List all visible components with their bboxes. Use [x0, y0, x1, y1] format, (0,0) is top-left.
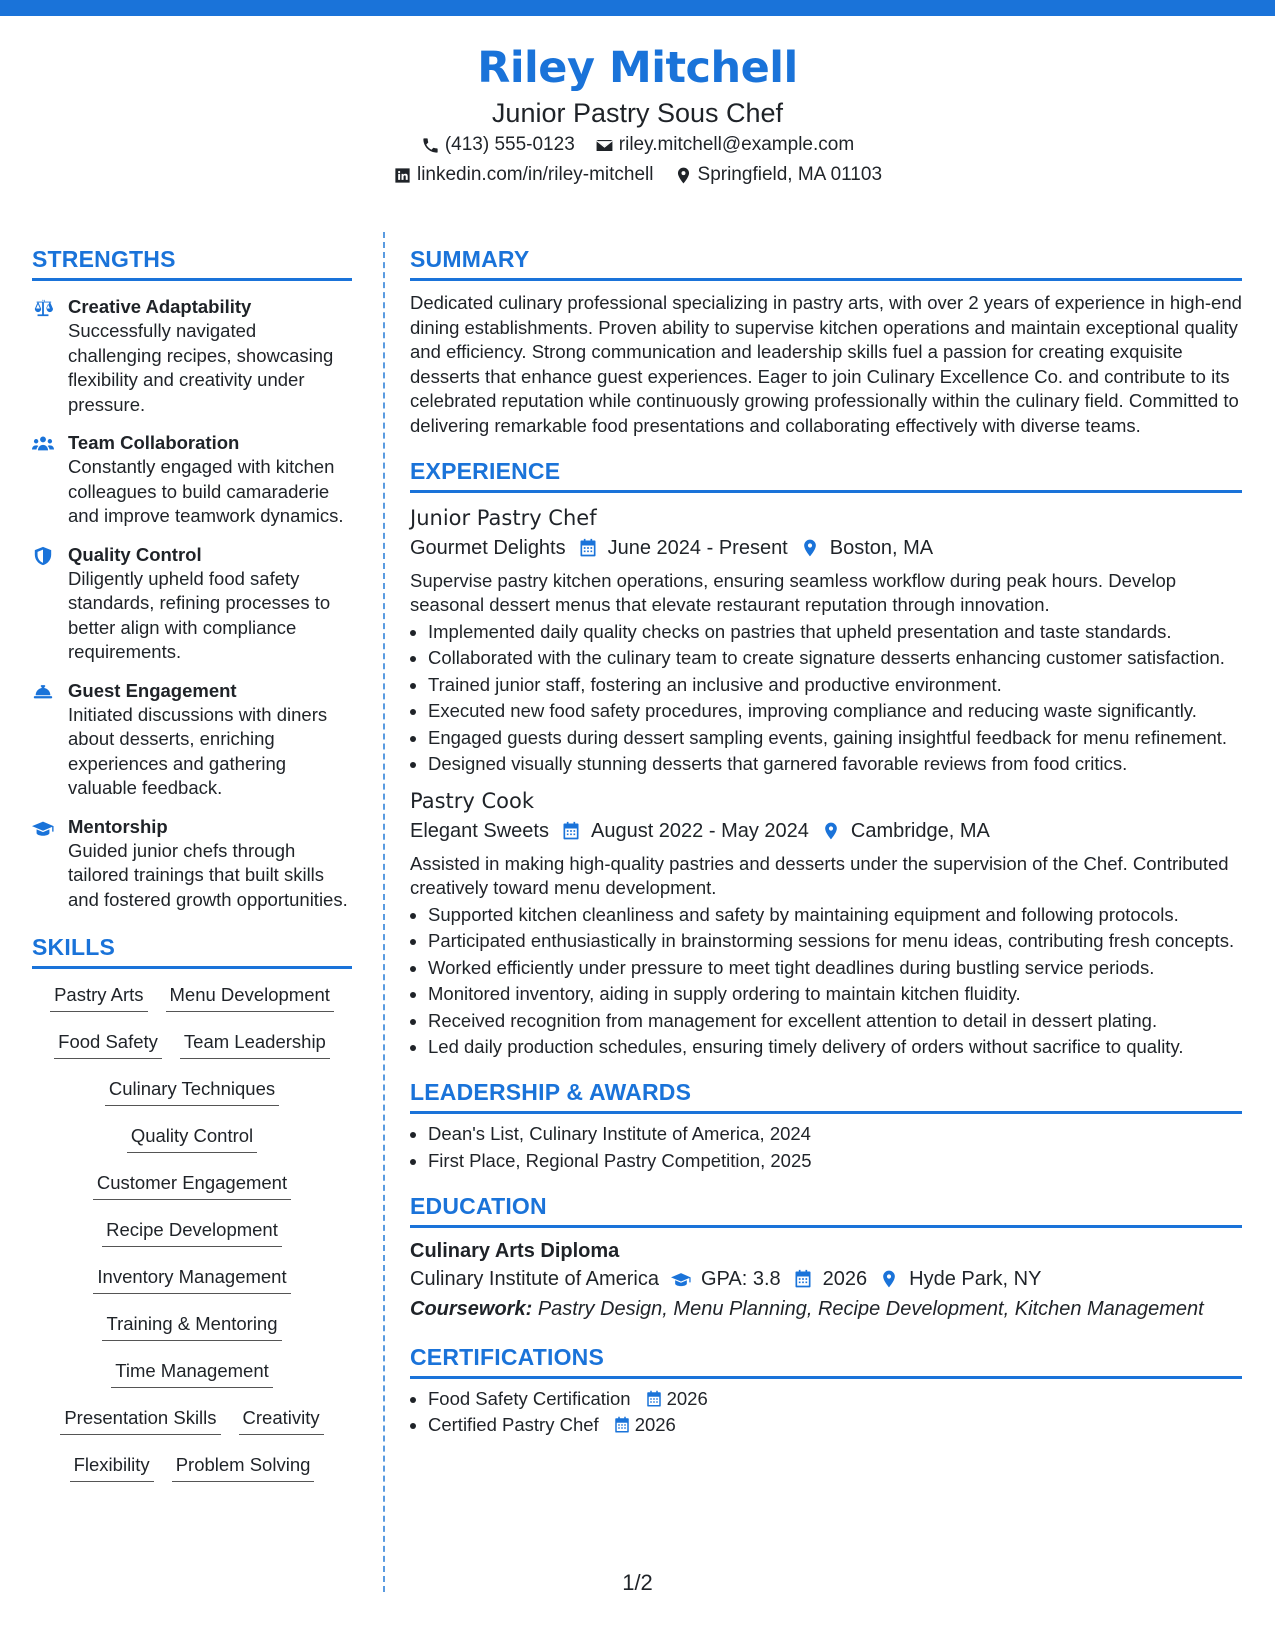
job-bullets: [410, 620, 1242, 777]
skill-tag: Culinary Techniques: [105, 1075, 279, 1106]
skill-tag: Flexibility: [70, 1451, 154, 1482]
calendar-icon: [793, 1269, 813, 1289]
certifications-list: [410, 1387, 1242, 1438]
job-location: [800, 533, 933, 563]
strength-item: [32, 431, 352, 529]
location-text: Hyde Park, NY: [909, 1267, 1042, 1290]
envelope-icon: [595, 136, 614, 155]
phone-icon: [421, 136, 440, 155]
skill-tag: Creativity: [239, 1404, 324, 1435]
certifications-heading: CERTIFICATIONS: [410, 1342, 1242, 1379]
certification-name: • Food Safety Certification: [428, 1387, 631, 1409]
year-text: 2026: [822, 1267, 868, 1290]
job-dates: [561, 816, 809, 846]
skill-tag: Inventory Management: [93, 1263, 290, 1294]
contact-row-2: [0, 160, 1275, 190]
coursework-text: Pastry Design, Menu Planning, Recipe Development, Kitchen Management: [537, 1297, 1204, 1320]
education-location: [879, 1264, 1041, 1294]
column-divider: [383, 232, 385, 1592]
email-text: riley.mitchell@example.com: [618, 134, 855, 155]
coursework: [410, 1294, 1242, 1324]
strength-description: Diligently upheld food safety standards, refining processes to better align with compliance requirements.: [68, 567, 331, 662]
strength-item: [32, 295, 352, 417]
school-name: Culinary Institute of America: [410, 1267, 659, 1290]
skill-tag: Problem Solving: [172, 1451, 315, 1482]
skill-tag: Presentation Skills: [60, 1404, 220, 1435]
job-summary: Supervise pastry kitchen operations, ensuring seamless workflow during peak hours. Develop seasonal dessert menus that elevate restaurant reputation through innovation.: [410, 570, 1177, 615]
award-item: • First Place, Regional Pastry Competition, 2025: [428, 1149, 1242, 1173]
skill-tag: Food Safety: [54, 1028, 162, 1059]
certification-item: [428, 1413, 1242, 1437]
email-contact[interactable]: [595, 130, 854, 160]
certification-year: 2026: [634, 1414, 676, 1435]
job-entry: [410, 786, 1242, 1059]
service-bell-icon: [32, 682, 54, 702]
strength-description: Initiated discussions with diners about desserts, enriching experiences and gathering valuable feedback.: [68, 703, 328, 798]
certification-name: • Certified Pastry Chef: [428, 1414, 599, 1435]
skill-tag: Menu Development: [166, 981, 334, 1012]
job-dates: [578, 533, 788, 563]
leadership-heading: LEADERSHIP & AWARDS: [410, 1077, 1242, 1114]
bullet-item: • Monitored inventory, aiding in supply ordering to maintain kitchen fluidity.: [428, 982, 1242, 1006]
shield-icon: [32, 546, 54, 566]
strength-title: Quality Control: [68, 543, 202, 565]
calendar-icon: [561, 821, 581, 841]
users-icon: [32, 434, 54, 454]
skill-tag: Training & Mentoring: [102, 1310, 281, 1341]
certification-date: [613, 1413, 676, 1437]
certification-date: [645, 1387, 708, 1411]
bullet-item: • Led daily production schedules, ensuring timely delivery of orders without sacrifice to quality.: [428, 1035, 1242, 1059]
contact-row-1: [0, 130, 1275, 160]
bullet-item: • Engaged guests during dessert sampling events, gaining insightful feedback for menu refinement.: [428, 726, 1242, 750]
right-column: [410, 244, 1242, 1437]
job-location: [821, 816, 990, 846]
resume-header: [0, 40, 1275, 190]
candidate-title: Junior Pastry Sous Chef: [491, 98, 784, 128]
bullet-item: • Received recognition from management for excellent attention to detail in dessert plating.: [428, 1009, 1242, 1033]
graduation-cap-icon: [671, 1269, 691, 1289]
strengths-heading: STRENGTHS: [32, 244, 352, 281]
job-bullets: [410, 903, 1242, 1060]
job-title: Pastry Cook: [410, 789, 535, 813]
skill-tag: Recipe Development: [102, 1216, 282, 1247]
certification-year: 2026: [666, 1387, 708, 1409]
strength-item: [32, 815, 352, 913]
education-year: [793, 1264, 868, 1294]
job-summary: Assisted in making high-quality pastries and desserts under the supervision of the Chef. Contributed creatively toward menu development.: [410, 853, 1229, 898]
job-title: Junior Pastry Chef: [410, 506, 597, 530]
location-text: Springfield, MA 01103: [697, 164, 883, 185]
strength-title: Team Collaboration: [68, 432, 240, 453]
phone-contact[interactable]: [421, 130, 575, 160]
bullet-item: • Collaborated with the culinary team to create signature desserts enhancing customer satisfaction.: [428, 646, 1242, 670]
experience-heading: EXPERIENCE: [410, 456, 1242, 493]
coursework-label: Coursework:: [410, 1297, 533, 1320]
linkedin-text: linkedin.com/in/riley-mitchell: [416, 164, 654, 185]
job-meta: [410, 533, 1242, 563]
education-heading: EDUCATION: [410, 1191, 1242, 1228]
location-text: Boston, MA: [829, 537, 934, 559]
strength-title: Guest Engagement: [68, 679, 237, 701]
job-entry: [410, 503, 1242, 776]
leadership-list: [410, 1122, 1242, 1173]
linkedin-contact[interactable]: [393, 160, 654, 190]
linkedin-icon: [393, 166, 412, 185]
calendar-icon: [578, 538, 598, 558]
strength-description: Constantly engaged with kitchen colleagues to build camaraderie and improve teamwork dynamics.: [68, 456, 344, 526]
map-pin-icon: [800, 538, 820, 558]
education-meta: [410, 1264, 1242, 1294]
calendar-icon: [645, 1390, 663, 1408]
location-contact: [674, 160, 883, 190]
strength-item: [32, 679, 352, 801]
map-pin-icon: [674, 166, 693, 185]
skill-tag: Customer Engagement: [93, 1169, 291, 1200]
skill-tag: Quality Control: [127, 1122, 257, 1153]
gpa-text: GPA: 3.8: [701, 1267, 781, 1290]
bullet-item: • Supported kitchen cleanliness and safety by maintaining equipment and following protocols.: [428, 903, 1242, 927]
skills-list: [32, 981, 352, 1498]
company-name: Gourmet Delights: [410, 537, 566, 559]
map-pin-icon: [821, 821, 841, 841]
balance-scale-icon: [32, 298, 54, 318]
job-meta: [410, 816, 1242, 846]
top-accent-bar: [0, 0, 1275, 16]
summary-heading: SUMMARY: [410, 244, 1242, 281]
location-text: Cambridge, MA: [850, 820, 990, 842]
bullet-item: • Worked efficiently under pressure to meet tight deadlines during bustling service periods.: [428, 956, 1242, 980]
bullet-item: • Designed visually stunning desserts that garnered favorable reviews from food critics.: [428, 752, 1242, 776]
strength-item: [32, 543, 352, 665]
gpa: [671, 1264, 781, 1294]
summary-text: Dedicated culinary professional specializing in pastry arts, with over 2 years of experience in high-end dining establishments. Proven ability to supervise kitchen operations and maintain exceptional quality and efficiency. Strong communication and leadership skills fuel a passion for creating exquisite desserts that enhance guest experiences. Eager to join Culinary Excellence Co. and contribute to its celebrated reputation while continuously growing professionally within the culinary field. Committed to delivering remarkable food presentations and collaborating effectively with diverse teams.: [410, 292, 1242, 436]
strength-description: Successfully navigated challenging recipes, showcasing flexibility and creativity under pressure.: [68, 320, 334, 415]
map-pin-icon: [879, 1269, 899, 1289]
strength-title: Mentorship: [68, 815, 168, 837]
award-item: • Dean's List, Culinary Institute of America, 2024: [428, 1122, 1242, 1146]
strength-description: Guided junior chefs through tailored trainings that built skills and fostered growth opportunities.: [68, 839, 348, 910]
left-column: [32, 244, 352, 1498]
graduation-cap-icon: [32, 818, 54, 838]
page-number: 1/2: [622, 1570, 653, 1595]
candidate-name: Riley Mitchell: [477, 43, 798, 93]
skill-tag: Team Leadership: [180, 1028, 330, 1059]
bullet-item: • Trained junior staff, fostering an inclusive and productive environment.: [428, 673, 1242, 697]
skills-heading: SKILLS: [32, 932, 352, 969]
strength-title: Creative Adaptability: [68, 296, 252, 317]
bullet-item: • Participated enthusiastically in brainstorming sessions for menu ideas, contributing fresh concepts.: [428, 929, 1242, 953]
bullet-item: • Executed new food safety procedures, improving compliance and reducing waste significantly.: [428, 699, 1242, 723]
skill-tag: Pastry Arts: [50, 981, 147, 1012]
calendar-icon: [613, 1416, 631, 1434]
bullet-item: • Implemented daily quality checks on pastries that upheld presentation and taste standards.: [428, 620, 1242, 644]
phone-text: (413) 555-0123: [444, 134, 575, 155]
dates-text: August 2022 - May 2024: [590, 820, 809, 842]
skill-tag: Time Management: [111, 1357, 273, 1388]
company-name: Elegant Sweets: [410, 820, 549, 842]
degree-title: Culinary Arts Diploma: [410, 1239, 620, 1262]
certification-item: [428, 1387, 1242, 1411]
dates-text: June 2024 - Present: [607, 537, 788, 559]
